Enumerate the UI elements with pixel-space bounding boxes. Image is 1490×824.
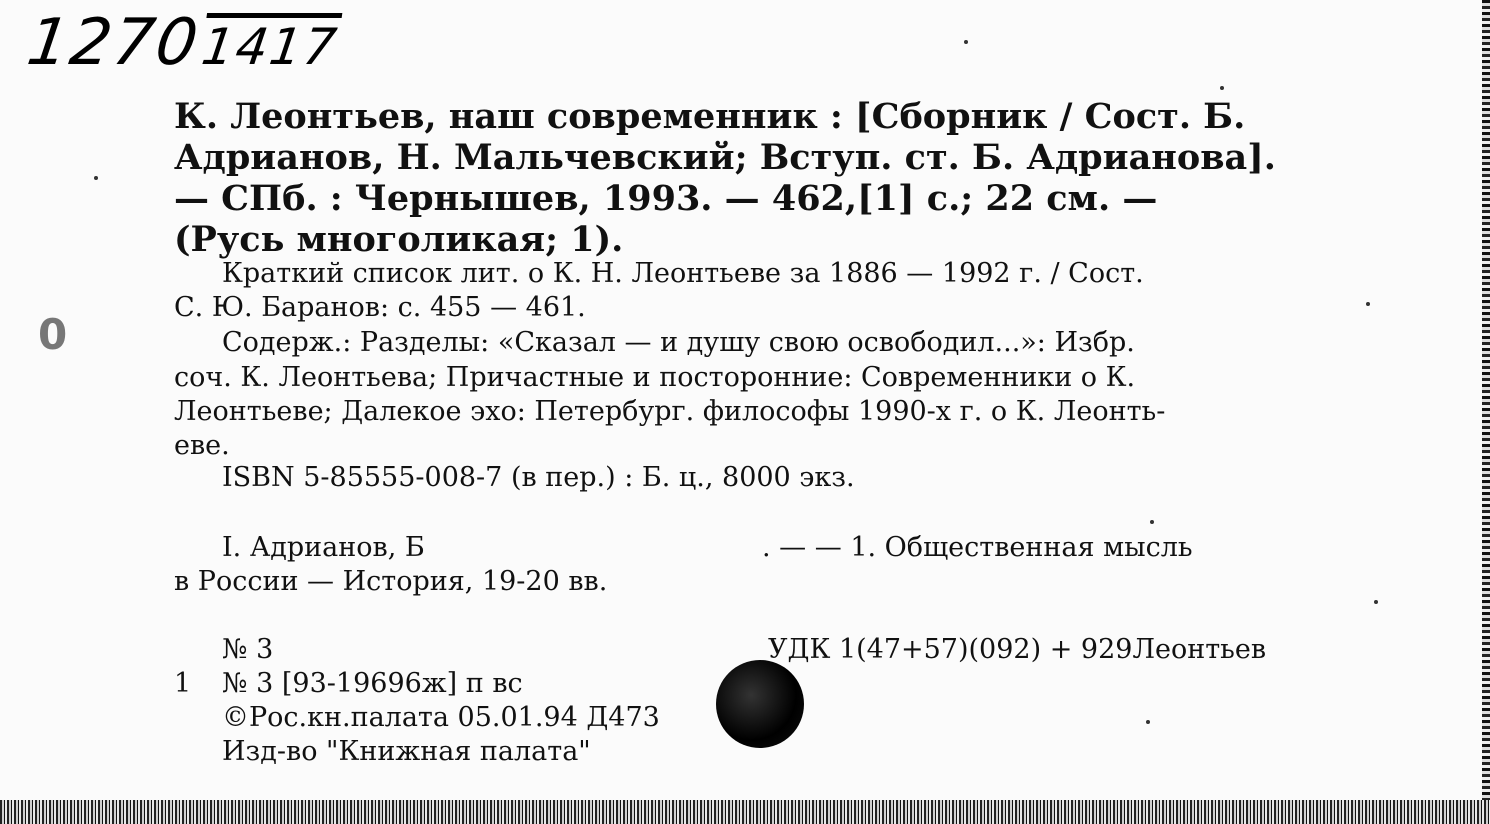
- title-line-3: — СПб. : Чернышев, 1993. — 462,[1] с.; 22 см. —: [174, 178, 1158, 219]
- tracing-line-2: в России — История, 19-20 вв.: [174, 566, 608, 597]
- speck: [1146, 720, 1150, 724]
- side-mark: 0: [38, 310, 68, 359]
- tracing-right: . — — 1. Общественная мысль: [762, 532, 1193, 563]
- handwritten-number: [23, 6, 344, 80]
- note-line-1: Краткий список лит. о К. Н. Леонтьеве за 1886 — 1992 г. / Сост.: [222, 258, 1144, 289]
- speck: [1374, 600, 1378, 604]
- handwritten-main: 1270: [22, 6, 205, 80]
- scan-edge-bottom: [0, 800, 1490, 824]
- note-line-4: соч. К. Леонтьева; Причастные и посторонние: Современники о К.: [174, 362, 1136, 393]
- speck: [1220, 86, 1224, 90]
- note-line-3: Содерж.: Разделы: «Сказал — и душу свою освободил...»: Избр.: [222, 327, 1135, 358]
- footer-no-top: № 3: [222, 634, 274, 665]
- footer-line-1: № 3 [93-19696ж] п вс: [222, 668, 523, 699]
- isbn-line: ISBN 5-85555-008-7 (в пер.) : Б. ц., 8000 экз.: [222, 462, 855, 493]
- speck: [1366, 302, 1370, 306]
- title-line-4: (Русь многоликая; 1).: [174, 219, 624, 260]
- footer-line1-num: 1: [174, 668, 192, 699]
- title-line-2: Адрианов, Н. Мальчевский; Вступ. ст. Б. Адрианова].: [174, 137, 1276, 178]
- title-line-1: К. Леонтьев, наш современник : [Сборник / Сост. Б.: [174, 96, 1246, 137]
- tracing-left: I. Адрианов, Б: [222, 532, 425, 563]
- handwritten-sub: 1417: [198, 18, 342, 76]
- speck: [1150, 520, 1154, 524]
- note-line-6: еве.: [174, 430, 230, 461]
- footer-line-3: Изд-во "Книжная палата": [222, 736, 591, 767]
- note-line-2: С. Ю. Баранов: с. 455 — 461.: [174, 292, 586, 323]
- speck: [964, 40, 968, 44]
- speck: [94, 176, 98, 180]
- ink-hole: [716, 660, 804, 748]
- note-line-5: Леонтьеве; Далекое эхо: Петербург. философы 1990-х г. о К. Леонть-: [174, 396, 1166, 427]
- footer-line-2: ©Рос.кн.палата 05.01.94 Д473: [222, 702, 660, 733]
- udk-line: УДК 1(47+57)(092) + 929Леонтьев: [768, 634, 1267, 665]
- scan-edge-right: [1482, 0, 1490, 824]
